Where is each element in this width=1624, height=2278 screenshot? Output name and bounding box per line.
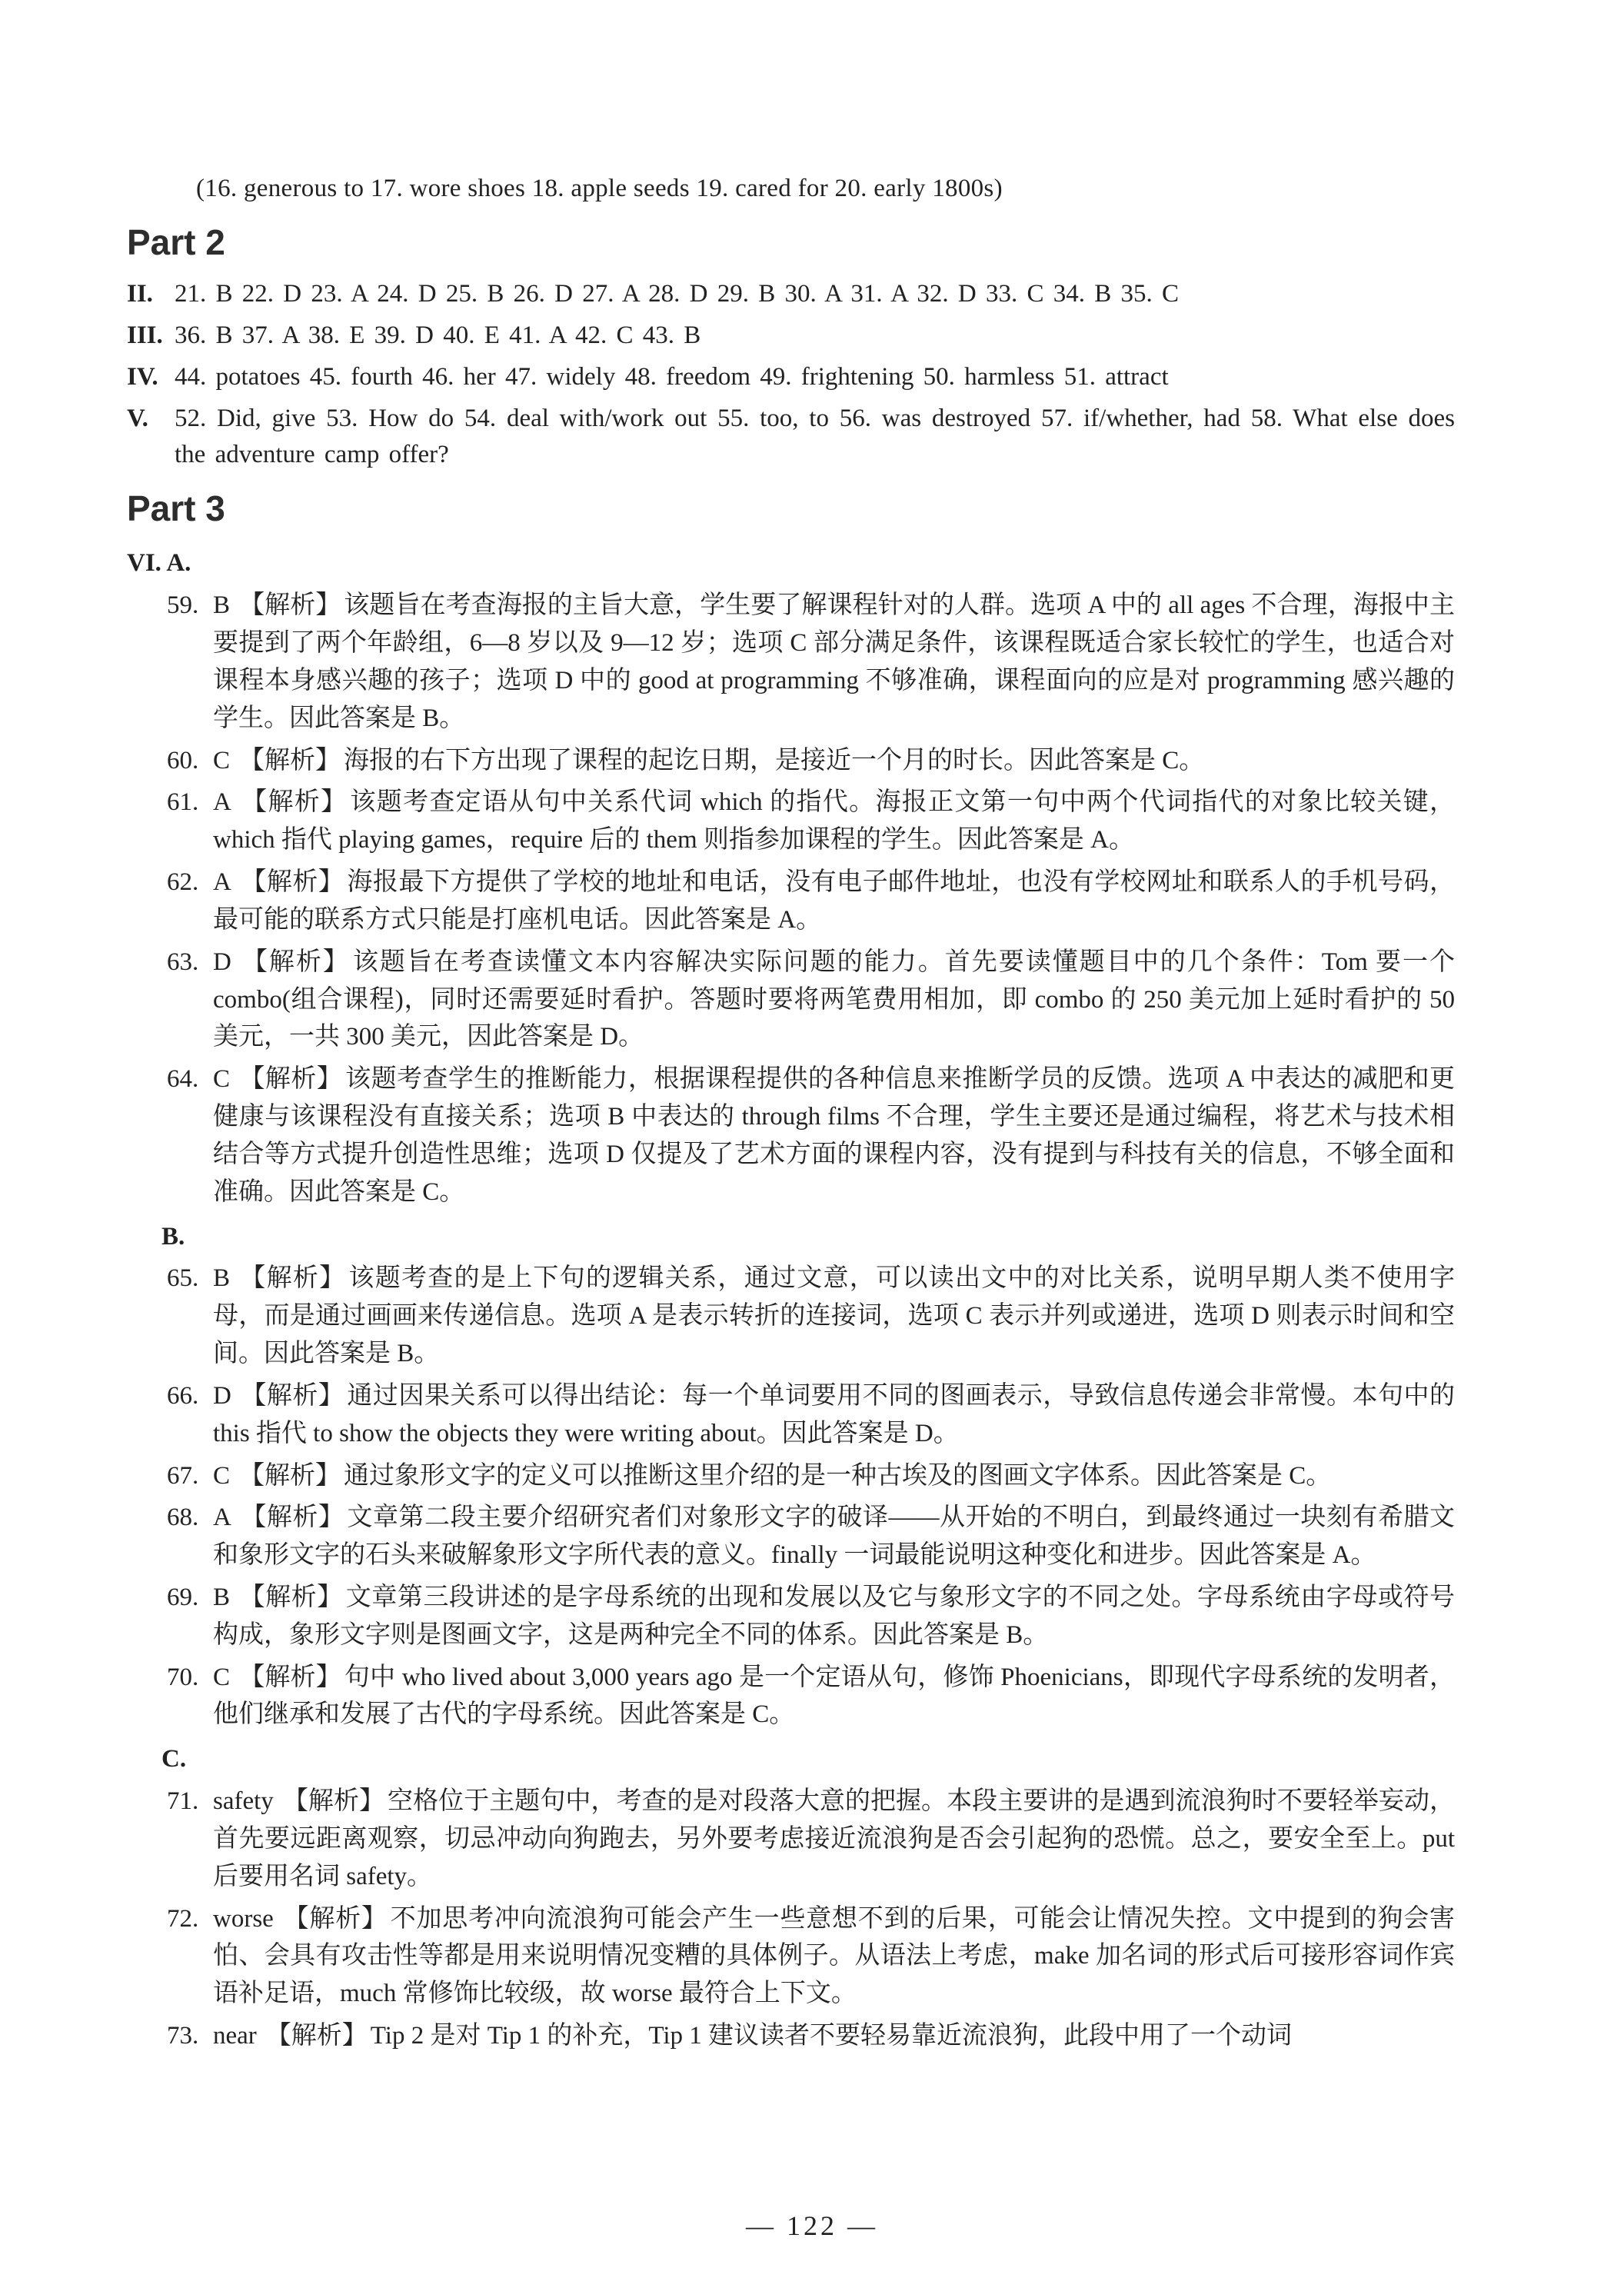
section-vi-a-label: VI. A. bbox=[127, 549, 191, 578]
part3-title: Part 3 bbox=[127, 488, 225, 529]
row-label: V. bbox=[127, 404, 148, 432]
item-answer: C bbox=[213, 1663, 231, 1691]
analysis-tag: 【解析】 bbox=[265, 2022, 368, 2050]
explanation-item bbox=[127, 944, 1455, 1056]
explanation-item bbox=[127, 1457, 1455, 1495]
item-number: 59. bbox=[167, 591, 199, 620]
item-number: 68. bbox=[167, 1504, 199, 1532]
item-number: 61. bbox=[167, 788, 199, 817]
item-explanation: 空格位于主题句中，考查的是对段落大意的把握。本段主要讲的是遇到流浪狗时不要轻举妄动，首先要远距离观察，切忌冲动向狗跑去，另外要考虑接近流浪狗是否会引起狗的恐慌。总之，要安全至上。put 后要用名词 safety。 bbox=[213, 1787, 1456, 1890]
row-answers: 36. B 37. A 38. E 39. D 40. E 41. A 42. C 43. B bbox=[175, 321, 701, 349]
analysis-tag: 【解析】 bbox=[240, 1381, 344, 1410]
item-answer: A bbox=[213, 1504, 231, 1532]
part2-title: Part 2 bbox=[127, 221, 225, 262]
answer-row-ii bbox=[127, 276, 1455, 313]
item-answer: near bbox=[213, 2022, 257, 2050]
explanation-item bbox=[127, 1900, 1455, 2013]
row-label: III. bbox=[127, 321, 163, 349]
item-explanation: 不加思考冲向流浪狗可能会产生一些意想不到的后果，可能会让情况失控。文中提到的狗会害怕、会具有攻击性等都是用来说明情况变糟的具体例子。从语法上考虑，make 加名词的形式后可接形容词作宾语补足语，much 常修饰比较级，故 worse 最符合上下文。 bbox=[213, 1904, 1456, 2008]
item-number: 66. bbox=[167, 1381, 199, 1410]
item-number: 63. bbox=[167, 948, 199, 976]
item-answer: D bbox=[213, 1381, 231, 1410]
item-explanation: Tip 2 是对 Tip 1 的补充，Tip 1 建议读者不要轻易靠近流浪狗，此段中用了一个动词 bbox=[370, 2022, 1293, 2050]
analysis-tag: 【解析】 bbox=[240, 948, 350, 976]
item-answer: C bbox=[213, 746, 231, 774]
explanation-item bbox=[127, 1260, 1455, 1372]
analysis-tag: 【解析】 bbox=[239, 1584, 343, 1611]
page-number: — 122 — bbox=[746, 2210, 878, 2241]
analysis-tag: 【解析】 bbox=[239, 1663, 341, 1691]
item-number: 65. bbox=[167, 1264, 199, 1293]
answer-row-v bbox=[127, 401, 1455, 475]
item-answer: worse bbox=[213, 1904, 274, 1933]
explanation-item bbox=[127, 1579, 1455, 1654]
section-c-label: C. bbox=[161, 1745, 187, 1773]
explanation-item bbox=[127, 742, 1455, 780]
item-number: 67. bbox=[167, 1461, 199, 1490]
item-explanation: 通过因果关系可以得出结论：每一个单词要用不同的图画表示，导致信息传递会非常慢。本句中的 this 指代 to show the objects they were writing about。因此答案是 D。 bbox=[213, 1381, 1456, 1447]
item-explanation: 海报最下方提供了学校的地址和电话，没有电子邮件地址，也没有学校网址和联系人的手机号码，最可能的联系方式只能是打座机电话。因此答案是 A。 bbox=[213, 868, 1456, 934]
row-answers: 21. B 22. D 23. A 24. D 25. B 26. D 27. A 28. D 29. B 30. A 31. A 32. D 33. C 34. B 35. C bbox=[175, 280, 1179, 308]
item-answer: B bbox=[213, 1584, 231, 1611]
explanation-item bbox=[127, 1061, 1455, 1211]
item-explanation: 该题旨在考查读懂文本内容解决实际问题的能力。首先要读懂题目中的几个条件：Tom 要一个 combo(组合课程)，同时还需要延时看护。答题时要将两笔费用相加，即 combo 的 250 美元加上延时看护的 50 美元，一共 300 美元，因此答案是 D。 bbox=[213, 948, 1456, 1051]
explanation-item bbox=[127, 1659, 1455, 1734]
item-answer: B bbox=[213, 591, 231, 620]
item-number: 60. bbox=[167, 746, 199, 774]
analysis-tag: 【解析】 bbox=[239, 746, 341, 774]
item-explanation: 通过象形文字的定义可以推断这里介绍的是一种古埃及的图画文字体系。因此答案是 C。 bbox=[344, 1461, 1332, 1490]
item-number: 64. bbox=[167, 1065, 199, 1094]
item-number: 62. bbox=[167, 868, 199, 897]
item-number: 72. bbox=[167, 1904, 199, 1933]
explanation-item bbox=[127, 1783, 1455, 1895]
analysis-tag: 【解析】 bbox=[239, 591, 341, 620]
analysis-tag: 【解析】 bbox=[240, 1504, 344, 1532]
analysis-tag: 【解析】 bbox=[239, 1264, 346, 1293]
item-explanation: 该题旨在考查海报的主旨大意，学生要了解课程针对的人群。选项 A 中的 all ages 不合理，海报中主要提到了两个年龄组，6—8 岁以及 9—12 岁；选项 C 部分满足条件，该课程既适合家长较忙的学生，也适合对课程本身感兴趣的孩子；选项 D 中的 good at programming 不够准确，课程面向的应是对 programming 感兴趣的学生。因此答案是 B。 bbox=[213, 591, 1455, 732]
analysis-tag: 【解析】 bbox=[282, 1904, 388, 1933]
analysis-tag: 【解析】 bbox=[239, 1065, 343, 1094]
analysis-tag: 【解析】 bbox=[240, 868, 344, 897]
item-answer: safety bbox=[213, 1787, 274, 1816]
item-answer: D bbox=[213, 948, 231, 976]
item-number: 71. bbox=[167, 1787, 199, 1816]
item-explanation: 该题考查定语从句中关系代词 which 的指代。海报正文第一句中两个代词指代的对象比较关键，which 指代 playing games，require 后的 them 则指参加课程的学生。因此答案是 A。 bbox=[213, 788, 1455, 854]
item-explanation: 文章第三段讲述的是字母系统的出现和发展以及它与象形文字的不同之处。字母系统由字母或符号构成，象形文字则是图画文字，这是两种完全不同的体系。因此答案是 B。 bbox=[213, 1584, 1456, 1649]
explanation-item bbox=[127, 1377, 1455, 1453]
item-explanation: 海报的右下方出现了课程的起讫日期，是接近一个月的时长。因此答案是 C。 bbox=[344, 746, 1205, 774]
row-answers: 52. Did, give 53. How do 54. deal with/work out 55. too, to 56. was destroyed 57. if/whether, had 58. What else does the adventure camp offer? bbox=[175, 404, 1455, 469]
item-answer: B bbox=[213, 1264, 231, 1293]
answer-row-iv bbox=[127, 359, 1455, 396]
explanation-item bbox=[127, 587, 1455, 737]
row-label: IV. bbox=[127, 362, 158, 391]
item-number: 70. bbox=[167, 1663, 199, 1691]
section-b-label: B. bbox=[161, 1222, 185, 1251]
item-answer: C bbox=[213, 1065, 231, 1094]
item-answer: A bbox=[213, 868, 231, 897]
explanation-item bbox=[127, 864, 1455, 939]
explanation-item bbox=[127, 2017, 1455, 2055]
item-explanation: 句中 who lived about 3,000 years ago 是一个定语从句，修饰 Phoenicians，即现代字母系统的发明者，他们继承和发展了古代的字母系统。因此答案是 C。 bbox=[213, 1663, 1455, 1729]
item-number: 73. bbox=[167, 2022, 199, 2050]
item-explanation: 该题考查的是上下句的逻辑关系，通过文意，可以读出文中的对比关系，说明早期人类不使用字母，而是通过画画来传递信息。选项 A 是表示转折的连接词，选项 C 表示并列或递进，选项 D 则表示时间和空间。因此答案是 B。 bbox=[213, 1264, 1456, 1368]
answers-16-20: (16. generous to 17. wore shoes 18. apple seeds 19. cared for 20. early 1800s) bbox=[196, 175, 1003, 202]
row-label: II. bbox=[127, 280, 153, 308]
answer-row-iii bbox=[127, 318, 1455, 355]
item-explanation: 该题考查学生的推断能力，根据课程提供的各种信息来推断学员的反馈。选项 A 中表达的减肥和更健康与该课程没有直接关系；选项 B 中表达的 through films 不合理，学生主要还是通过编程，将艺术与技术相结合等方式提升创造性思维；选项 D 仅提及了艺术方面的课程内容，没有提到与科技有关的信息，不够全面和准确。因此答案是 C。 bbox=[213, 1065, 1456, 1206]
item-explanation: 文章第二段主要介绍研究者们对象形文字的破译——从开始的不明白，到最终通过一块刻有希腊文和象形文字的石头来破解象形文字所代表的意义。finally 一词最能说明这种变化和进步。因此答案是 A。 bbox=[213, 1504, 1456, 1570]
analysis-tag: 【解析】 bbox=[282, 1787, 385, 1816]
row-answers: 44. potatoes 45. fourth 46. her 47. widely 48. freedom 49. frightening 50. harmless 51. attract bbox=[175, 362, 1169, 391]
analysis-tag: 【解析】 bbox=[239, 1461, 341, 1490]
item-number: 69. bbox=[167, 1584, 199, 1611]
explanation-item bbox=[127, 1499, 1455, 1574]
explanation-item bbox=[127, 784, 1455, 859]
item-answer: C bbox=[213, 1461, 231, 1490]
analysis-tag: 【解析】 bbox=[240, 788, 348, 817]
item-answer: A bbox=[213, 788, 231, 817]
